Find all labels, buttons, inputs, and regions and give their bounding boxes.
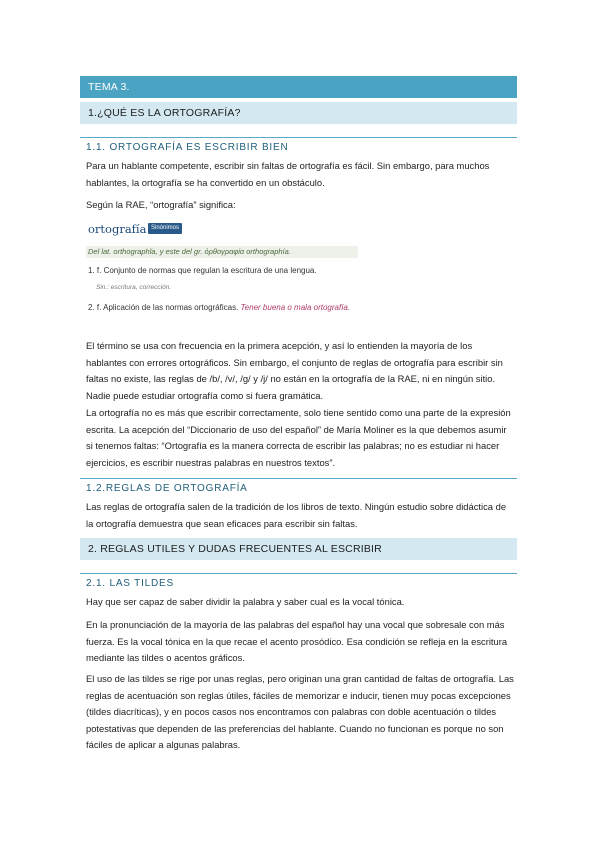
section-header-1: 1.¿QUÉ ES LA ORTOGRAFÍA? bbox=[80, 102, 517, 124]
paragraph-6: Hay que ser capaz de saber dividir la palabra y saber cual es la vocal tónica. bbox=[86, 596, 405, 607]
section-header-tema: TEMA 3. bbox=[80, 76, 517, 98]
paragraph-1: Para un hablante competente, escribir sin faltas de ortografía es fácil. Sin embargo, para muchos hablantes, la ortografía se ha convertido en un obstáculo. bbox=[86, 160, 490, 188]
definition-2-example: Tener buena o mala ortografía. bbox=[240, 303, 351, 312]
divider bbox=[80, 478, 517, 479]
paragraph-2: Según la RAE, “ortografía” significa: bbox=[86, 199, 236, 210]
subheading-2-1: 2.1. LAS TILDES bbox=[86, 578, 174, 589]
subheading-1-1: 1.1. ORTOGRAFÍA ES ESCRIBIR BIEN bbox=[86, 142, 289, 153]
synonyms-button: Sinónimos bbox=[148, 223, 182, 234]
divider bbox=[80, 137, 517, 138]
paragraph-4: La ortografía no es más que escribir correctamente, solo tiene sentido como una parte de la expresión escrita. La acepción del “Diccionario de uso del español” de María Moliner es la que debemos asumir si tenemos faltas: “Ortografía es la manera correcta de escribir las palabras; no es estudiar ni hacer ejercicios, es escribir nuestras palabras en nuestros textos”. bbox=[86, 407, 511, 468]
section-header-2: 2. REGLAS UTILES Y DUDAS FRECUENTES AL ESCRIBIR bbox=[80, 538, 517, 560]
dictionary-note: Sin.: escritura, corrección. bbox=[96, 284, 172, 291]
paragraph-3: El término se usa con frecuencia en la primera acepción, y así lo entienden la mayoría de los hablantes con errores ortográficos. Sin embargo, el conjunto de reglas de ortografía para escribir sin faltas no existe, las reglas de /b/, /v/, /g/ y /j/ no están en la ortografía de la RAE, ni en ningún sitio. Nadie puede estudiar ortografía como si fuera gramática. bbox=[86, 340, 503, 401]
divider bbox=[80, 573, 517, 574]
dictionary-entry-image bbox=[86, 222, 366, 332]
definition-2-text: 2. f. Aplicación de las normas ortográficas. bbox=[88, 303, 239, 312]
paragraph-5: Las reglas de ortografía salen de la tradición de los libros de texto. Ningún estudio sobre didáctica de la ortografía demuestra que sean eficaces para escribir sin faltas. bbox=[86, 501, 507, 529]
dictionary-definition-2 bbox=[88, 302, 358, 313]
dictionary-word: ortografía bbox=[88, 222, 147, 236]
paragraph-8: El uso de las tildes se rige por unas reglas, pero originan una gran cantidad de faltas de ortografía. Las reglas de acentuación son reglas útiles, fáciles de memorizar e inducir, tienen muy pocas excepciones (tildes diacríticas), y en pocos casos nos encontramos con palabras con doble acentuación o tildes potestativas que dependen de las preferencias del hablante. Cuando no funcionan es porque no son fáciles de aplicar a algunas palabras. bbox=[86, 673, 514, 750]
subheading-1-2: 1.2.REGLAS DE ORTOGRAFÍA bbox=[86, 483, 248, 494]
dictionary-definition-1: 1. f. Conjunto de normas que regulan la escritura de una lengua. bbox=[88, 266, 317, 275]
dictionary-etymology: Del lat. orthographĭa, y este del gr. ὀρθογραφία orthographía. bbox=[86, 246, 358, 258]
paragraph-7: En la pronunciación de la mayoría de las palabras del español hay una vocal que sobresale con más fuerza. Es la vocal tónica en la que recae el acento prosódico. Esa condición se refleja en la escritura mediante las tildes o acentos gráficos. bbox=[86, 619, 508, 663]
